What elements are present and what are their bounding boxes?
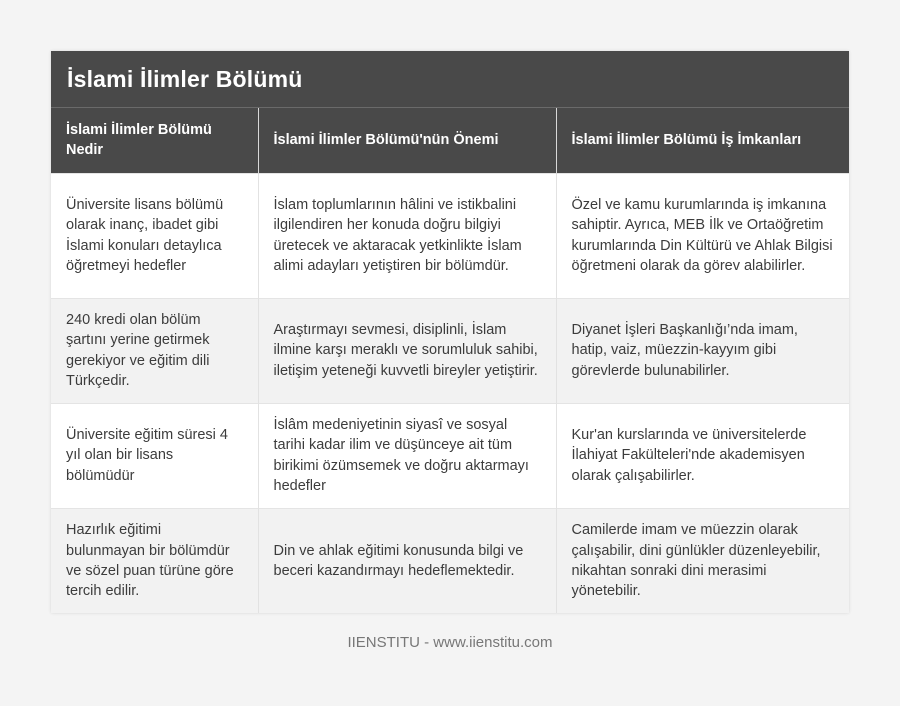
- info-table-card: [51, 51, 849, 613]
- table-cell: Özel ve kamu kurumlarında iş imkanına sahiptir. Ayrıca, MEB İlk ve Ortaöğretim kurumlarında Din Kültürü ve Ahlak Bilgisi öğretmeni olarak da görev alabilirler.: [556, 173, 849, 298]
- column-header-is-imkanlari: İslami İlimler Bölümü İş İmkanları: [556, 108, 849, 173]
- header-row: [51, 108, 849, 173]
- table-title: İslami İlimler Bölümü: [51, 51, 849, 108]
- table-row: [51, 298, 849, 403]
- info-table: [51, 108, 849, 613]
- table-cell: 240 kredi olan bölüm şartını yerine getirmek gerekiyor ve eğitim dili Türkçedir.: [51, 298, 258, 403]
- table-cell: Diyanet İşleri Başkanlığı’nda imam, hatip, vaiz, müezzin-kayyım gibi görevlerde bulunabilirler.: [556, 298, 849, 403]
- table-cell: Kur'an kurslarında ve üniversitelerde İlahiyat Fakülteleri'nde akademisyen olarak çalışabilirler.: [556, 403, 849, 508]
- table-header: [51, 108, 849, 173]
- table-cell: Camilerde imam ve müezzin olarak çalışabilir, dini günlükler düzenleyebilir, nikahtan sonraki dini merasimi yönetebilir.: [556, 508, 849, 613]
- footer-credit: IIENSTITU - www.iienstitu.com: [347, 634, 553, 651]
- table-cell: Araştırmayı sevmesi, disiplinli, İslam ilmine karşı meraklı ve sorumluluk sahibi, iletişim yeteneği kuvvetli bireyler yetiştirir.: [258, 298, 556, 403]
- table-row: [51, 403, 849, 508]
- table-cell: Hazırlık eğitimi bulunmayan bir bölümdür ve sözel puan türüne göre tercih edilir.: [51, 508, 258, 613]
- column-header-onemi: İslami İlimler Bölümü'nün Önemi: [258, 108, 556, 173]
- table-row: [51, 508, 849, 613]
- table-cell: Üniversite eğitim süresi 4 yıl olan bir lisans bölümüdür: [51, 403, 258, 508]
- table-cell: Din ve ahlak eğitimi konusunda bilgi ve beceri kazandırmayı hedeflemektedir.: [258, 508, 556, 613]
- column-header-nedir: İslami İlimler Bölümü Nedir: [51, 108, 258, 173]
- table-row: [51, 173, 849, 298]
- table-cell: İslâm medeniyetinin siyasî ve sosyal tarihi kadar ilim ve düşünceye ait tüm birikimi özümsemek ve doğru aktarmayı hedefler: [258, 403, 556, 508]
- table-cell: Üniversite lisans bölümü olarak inanç, ibadet gibi İslami konuları detaylıca öğretmeyi hedefler: [51, 173, 258, 298]
- table-body: [51, 173, 849, 613]
- table-cell: İslam toplumlarının hâlini ve istikbalini ilgilendiren her konuda doğru bilgiyi üretecek ve aktaracak yetkinlikte İslam alimi adayları yetiştiren bir bölümdür.: [258, 173, 556, 298]
